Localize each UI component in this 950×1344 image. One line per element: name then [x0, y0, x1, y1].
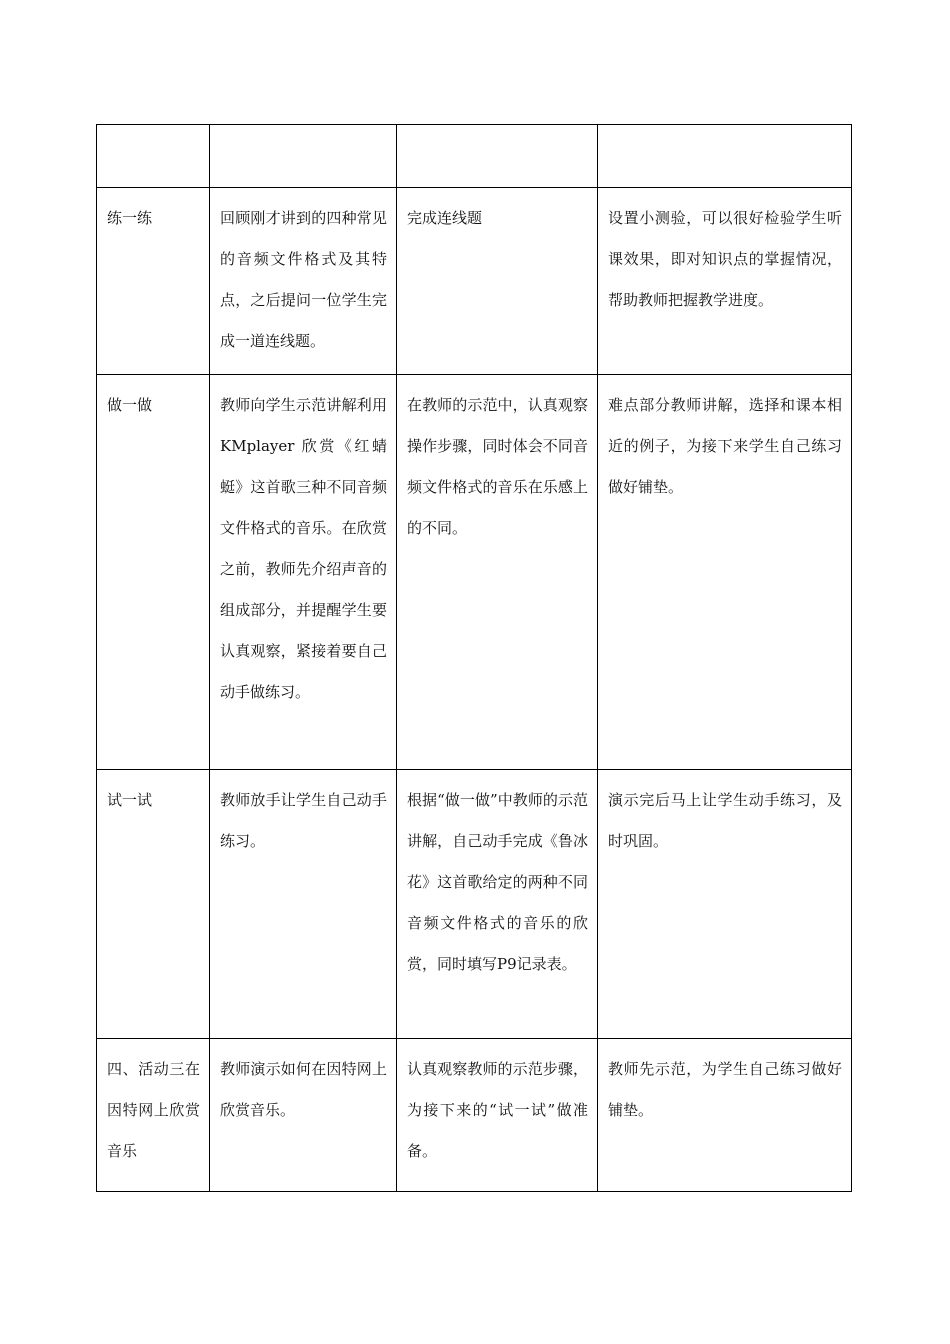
design-intent-cell: 教师先示范，为学生自己练习做好铺垫。 — [598, 1039, 852, 1192]
teacher-activity-cell — [210, 125, 397, 188]
teacher-activity-cell: 教师放手让学生自己动手练习。 — [210, 770, 397, 1039]
table-row — [97, 1039, 852, 1192]
teacher-activity-cell: 教师演示如何在因特网上欣赏音乐。 — [210, 1039, 397, 1192]
table-row — [97, 188, 852, 375]
design-intent-cell: 设置小测验，可以很好检验学生听课效果，即对知识点的掌握情况，帮助教师把握教学进度。 — [598, 188, 852, 375]
table-row — [97, 375, 852, 770]
table-row — [97, 770, 852, 1039]
step-cell: 练一练 — [97, 188, 210, 375]
step-cell — [97, 125, 210, 188]
table-row — [97, 125, 852, 188]
student-activity-cell: 完成连线题 — [397, 188, 598, 375]
design-intent-cell — [598, 125, 852, 188]
student-activity-cell: 认真观察教师的示范步骤，为接下来的“试一试”做准备。 — [397, 1039, 598, 1192]
teacher-activity-cell: 教师向学生示范讲解利用 KMplayer 欣赏《红蜻蜓》这首歌三种不同音频文件格式的音乐。在欣赏之前，教师先介绍声音的组成部分，并提醒学生要认真观察，紧接着要自己动手做练习。 — [210, 375, 397, 770]
design-intent-cell: 演示完后马上让学生动手练习，及时巩固。 — [598, 770, 852, 1039]
lesson-plan-table — [96, 124, 852, 1192]
student-activity-cell: 根据“做一做”中教师的示范讲解，自己动手完成《鲁冰花》这首歌给定的两种不同音频文件格式的音乐的欣赏，同时填写P9记录表。 — [397, 770, 598, 1039]
student-activity-cell: 在教师的示范中，认真观察操作步骤，同时体会不同音频文件格式的音乐在乐感上的不同。 — [397, 375, 598, 770]
step-cell: 试一试 — [97, 770, 210, 1039]
step-cell: 四、活动三在因特网上欣赏音乐 — [97, 1039, 210, 1192]
teacher-activity-cell: 回顾刚才讲到的四种常见的音频文件格式及其特点，之后提问一位学生完成一道连线题。 — [210, 188, 397, 375]
design-intent-cell: 难点部分教师讲解，选择和课本相近的例子，为接下来学生自己练习做好铺垫。 — [598, 375, 852, 770]
student-activity-cell — [397, 125, 598, 188]
step-cell: 做一做 — [97, 375, 210, 770]
